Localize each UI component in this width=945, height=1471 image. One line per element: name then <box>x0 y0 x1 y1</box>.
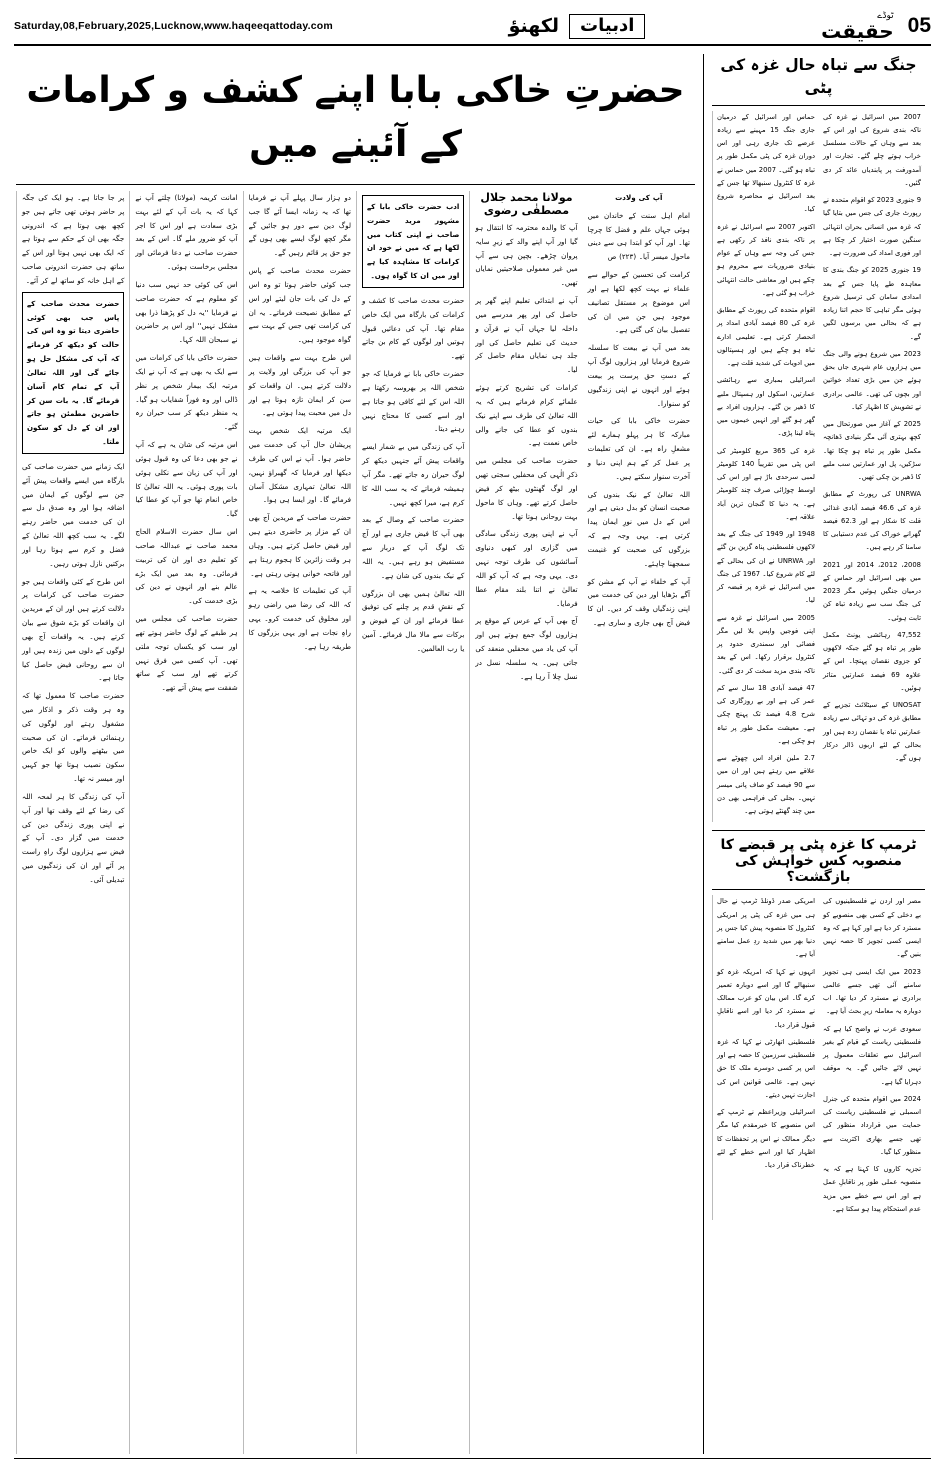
paragraph: آپ نے ابتدائی تعلیم اپنے گھر پر حاصل کی اور پھر مدرسے میں داخلہ لیا جہاں آپ نے قرآن و حدیث کی تعلیم حاصل کی اور جلد ہی نمایاں مقام حاصل کر لیا۔ <box>475 296 578 375</box>
paragraph: اس طرح بہت سے واقعات ہیں جو آپ کی بزرگی اور ولایت پر دلالت کرتے ہیں۔ ان واقعات کو سن کر ایمان تازہ ہوتا ہے اور دل میں محبت پیدا ہوتی ہے۔ <box>248 353 351 418</box>
paragraph: دو ہزار سال پہلے آپ نے فرمایا تھا کہ یہ زمانہ ایسا آئے گا جب لوگ دین سے دور ہو جائیں گے مگر کچھ لوگ ایسے بھی ہوں گے جو حق پر قائم رہیں گے۔ <box>248 193 351 258</box>
paragraph: 2025 کے آغاز میں صورتحال میں کچھ بہتری آئی مگر بنیادی ڈھانچہ مکمل طور پر تباہ ہو چکا تھا۔ سڑکیں، پل اور عمارتیں سب ملبے کا ڈھیر بن چکی تھیں۔ <box>823 420 921 481</box>
paragraph: اللہ تعالیٰ ہمیں بھی ان بزرگوں کے نقشِ قدم پر چلنے کی توفیق عطا فرمائے اور ان کے فیوض و برکات سے مالا مال فرمائے۔ آمین یا رب العالمین۔ <box>361 588 465 653</box>
rail-column <box>712 895 819 1220</box>
brand-title: حقیقت <box>821 18 894 43</box>
paragraph: اس سال حضرت الاسلام الحاج محمد صاحب نے عبداللہ صاحب کو تعلیم دی اور ان کی تربیت فرمائی۔ وہ بعد میں ایک بڑے عالم بنے اور انہوں نے دین کی بڑی خدمت کی۔ <box>135 527 238 606</box>
paragraph: حضرت محدث صاحب کا کشف و کرامات کی بارگاہ میں ایک خاص مقام تھا۔ آپ کی دعائیں قبول ہوتیں اور لوگوں کے کام بن جاتے تھے۔ <box>361 295 465 361</box>
footer-rule <box>14 1458 931 1459</box>
article-column <box>16 191 129 1454</box>
article-column <box>583 191 695 1454</box>
article-headline: حضرتِ خاکی بابا اپنے کشف و کرامات کے آئینے میں <box>16 54 695 185</box>
paragraph: 2023 میں شروع ہونے والی جنگ میں ہزاروں عام شہری جاں بحق ہوئے جن میں بڑی تعداد خواتین اور بچوں کی تھی۔ عالمی برادری نے تشویش کا اظہار کیا۔ <box>823 349 921 411</box>
paragraph: امریکی صدر ڈونلڈ ٹرمپ نے حال ہی میں غزہ کی پٹی پر امریکی کنٹرول کا منصوبہ پیش کیا جس پر دنیا بھر میں شدید ردِ عمل سامنے آیا ہے۔ <box>717 897 815 959</box>
section-name: ادبیات <box>569 14 645 39</box>
paragraph: بعد میں آپ نے بیعت کا سلسلہ شروع فرمایا اور ہزاروں لوگ آپ کے دستِ حق پرست پر بیعت ہوئے اور انہوں نے اپنی زندگیوں کو سنوارا۔ <box>587 343 690 408</box>
paragraph: اکتوبر 2007 سے اسرائیل نے غزہ پر ناکہ بندی نافذ کر رکھی ہے جس کی وجہ سے وہاں کے عوام بنیادی ضروریات سے محروم ہو چکے ہیں اور معاشی حالت انتہائی خراب ہو گئی ہے۔ <box>717 222 815 297</box>
paragraph: امام اہل سنت کے خاندان میں ہوئی جہاں علم و فضل کا چرچا تھا۔ اور آپ کو ابتدا ہی سے دینی ماحول میسر آیا۔ (۲۲۳) ص <box>587 210 690 262</box>
paragraph: آپ کا والدہ محترمہ کا انتقال ہو گیا اور آپ اپنے والد کے زیرِ سایہ پروان چڑھے۔ بچپن ہی سے آپ میں غیر معمولی صلاحیتیں نمایاں تھیں۔ <box>475 223 578 288</box>
paragraph-boxed: حضرت محدث صاحب کے پاس جب بھی کوئی حاضری دیتا تو وہ اس کی حالت کو دیکھ کر فرماتے کہ آپ کی مشکل حل ہو جائے گی اور اللہ تعالیٰ آپ کے تمام کام آسان فرمائے گا۔ یہ بات سن کر حاضرین مطمئن ہو جاتے اور ان کے دل کو سکون ملتا۔ <box>22 292 124 454</box>
masthead-right <box>821 12 931 41</box>
paragraph: حضرت صاحب کے مریدین آج بھی ان کے مزار پر حاضری دیتے ہیں اور فیض حاصل کرتے ہیں۔ وہاں ہر وقت زائرین کا ہجوم رہتا ہے اور فاتحہ خوانی ہوتی رہتی ہے۔ <box>248 513 351 578</box>
paragraph: سعودی عرب نے واضح کیا ہے کہ فلسطینی ریاست کے قیام کے بغیر اسرائیل سے تعلقات معمول پر نہیں لائے جائیں گے۔ یہ موقف دہرایا گیا ہے۔ <box>823 1024 921 1086</box>
paragraph: اقوام متحدہ کی رپورٹ کے مطابق غزہ کی 80 فیصد آبادی امداد پر انحصار کرتی ہے۔ تعلیمی ادارے تباہ ہو چکے ہیں اور ہسپتالوں میں ادویات کی شدید قلت ہے۔ <box>717 306 815 367</box>
paragraph: ایک مرتبہ ایک شخص بہت پریشان حال آپ کی خدمت میں حاضر ہوا۔ آپ نے اس کی طرف دیکھا اور فرمایا کہ گھبراؤ نہیں، اللہ تعالیٰ تمہاری مشکل آسان فرمائے گا۔ اور ایسا ہی ہوا۔ <box>248 426 351 505</box>
rail-column <box>819 895 925 1220</box>
brand-subtitle: ٹوڈے <box>877 10 894 21</box>
paragraph: پر جا جاتا ہے۔ ہو ایک کی جگہ پر حاضر ہوتی تھی جاتے ہیں جو کچھ بھی ہوتا ہے کہ اندرونی جگہ بھی ان کے حکم سے ہوتا ہے کہ ایک بھی نہیں ہوتا اور اس کے ساتھ ہی حضرت اندرونی صاحب کے اہل خانہ کو ساتھ لے کر آئے۔ <box>22 193 125 285</box>
rail-story1-columns <box>712 111 925 823</box>
paragraph: آپ کی تعلیمات کا خلاصہ یہ ہے کہ اللہ کی رضا میں راضی رہو اور مخلوق کی خدمت کرو۔ یہی راہِ نجات ہے اور یہی بزرگوں کا طریقہ رہا ہے۔ <box>248 586 351 651</box>
paragraph: 2.7 ملین افراد اس چھوٹے سے علاقے میں رہتے ہیں اور ان میں سے 90 فیصد کو صاف پانی میسر نہیں۔ بجلی کی فراہمی بھی دن میں چند گھنٹے ہوتی ہے۔ <box>717 754 815 815</box>
paragraph: غزہ کی 365 مربع کلومیٹر کی اس پٹی میں تقریباً 140 کلومیٹر لمبی سرحدی باڑ ہے اور اس کی اوسط چوڑائی صرف چند کلومیٹر ہے۔ یہ دنیا کا گنجان ترین آباد علاقہ ہے۔ <box>717 446 815 521</box>
paragraph: حضرت صاحب کی مجلس میں ذکرِ الٰہی کی محفلیں سجتی تھیں اور لوگ گھنٹوں بیٹھ کر فیض حاصل کرتے تھے۔ وہاں کا ماحول بہت روحانی ہوتا تھا۔ <box>475 456 578 521</box>
paragraph: آپ کی زندگی میں بے شمار ایسے واقعات پیش آئے جنہیں دیکھ کر لوگ حیران رہ جاتے تھے۔ مگر آپ ہمیشہ فرماتے کہ یہ سب اللہ کا کرم ہے، میرا کچھ نہیں۔ <box>361 442 465 507</box>
paragraph: حضرت خاکی بابا کی کرامات میں سے ایک یہ بھی ہے کہ آپ نے ایک مرتبہ ایک بیمار شخص پر نظر ڈالی اور وہ فوراً شفایاب ہو گیا۔ یہ منظر دیکھ کر سب حیران رہ گئے۔ <box>135 353 238 432</box>
paragraph: حماس اور اسرائیل کے درمیان جاری جنگ 15 مہینے سے زیادہ عرصے تک جاری رہی اور اس دوران غزہ کی پٹی مکمل طور پر تباہ ہو گئی۔ 2007 میں حماس نے غزہ کا کنٹرول سنبھالا تھا جس کے بعد اسرائیل نے محاصرہ شروع کیا۔ <box>717 112 815 214</box>
page-number: 05 <box>907 14 931 37</box>
paragraph: 1948 اور 1949 کی جنگ کے بعد لاکھوں فلسطینی پناہ گزین بن گئے اور UNRWA نے ان کی بحالی کے لئے کام شروع کیا۔ 1967 کی جنگ میں اسرائیل نے غزہ پر قبضہ کر لیا۔ <box>717 530 815 605</box>
paragraph: مصر اور اردن نے فلسطینیوں کی بے دخلی کے کسی بھی منصوبے کو مسترد کر دیا ہے اور کہا ہے کہ وہ ایسی کسی تجویز کا حصہ نہیں بنیں گے۔ <box>823 897 921 959</box>
paragraph: اسرائیلی وزیراعظم نے ٹرمپ کے اس منصوبے کا خیرمقدم کیا مگر دیگر ممالک نے اس پر تحفظات کا اظہار کیا اور اسے خطے کے لئے خطرناک قرار دیا۔ <box>717 1108 815 1169</box>
paragraph: 2023 میں ایک ایسی ہی تجویز سامنے آئی تھی جسے عالمی برادری نے مسترد کر دیا تھا۔ اب دوبارہ یہ معاملہ زیرِ بحث آیا ہے۔ <box>823 967 921 1016</box>
paragraph: اللہ تعالیٰ کے نیک بندوں کی صحبت انسان کو بدل دیتی ہے اور اس کے دل میں نورِ ایمان پیدا کرتی ہے۔ یہی وجہ ہے کہ بزرگوں کی صحبت کو غنیمت سمجھنا چاہئے۔ <box>587 489 690 568</box>
right-rail <box>703 54 931 1454</box>
paragraph: اسرائیلی بمباری سے رہائشی عمارتیں، اسکول اور ہسپتال ملبے کا ڈھیر بن گئے۔ ہزاروں افراد بے گھر ہو گئے اور انہیں خیموں میں پناہ لینا پڑی۔ <box>717 376 815 438</box>
paragraph: اس طرح کے کئی واقعات ہیں جو حضرت صاحب کی کرامات پر دلالت کرتے ہیں اور ان کے مریدین ان واقعات کو بڑے شوق سے بیان کرتے ہیں۔ یہ واقعات آج بھی لوگوں کے دلوں میں زندہ ہیں اور ان سے روحانی فیض حاصل کیا جاتا ہے۔ <box>22 576 125 683</box>
article-byline: مولانا محمد جلال مصطفٰی رضوی <box>480 191 573 217</box>
paragraph: انہوں نے کہا کہ امریکہ غزہ کو سنبھالے گا اور اسے دوبارہ تعمیر کرے گا۔ اس بیان کو عرب ممالک نے مسترد کر دیا اور اسے ناقابلِ قبول قرار دیا۔ <box>717 967 815 1029</box>
paragraph: 2008، 2012، 2014 اور 2021 میں بھی اسرائیل اور حماس کے درمیان جنگیں ہوئیں مگر 2023 کی جنگ سب سے زیادہ تباہ کن ثابت ہوئی۔ <box>823 560 921 622</box>
paragraph-boxed: ادب حضرت خاکی بابا کے مشہور مرید حضرت صاحب نے اپنی کتاب میں لکھا ہے کہ میں نے خود ان کرامات کا مشاہدہ کیا ہے اور میں ان کا گواہ ہوں۔ <box>362 195 464 288</box>
rail-story2-columns <box>712 895 925 1220</box>
paragraph: آپ کے خلفاء نے آپ کے مشن کو آگے بڑھایا اور دین کی خدمت میں اپنی زندگیاں وقف کر دیں۔ ان کا فیض آج بھی جاری و ساری ہے۔ <box>587 576 690 628</box>
paragraph: کرامت کی تحسین کے حوالے سے علماء نے بہت کچھ لکھا ہے اور اس موضوع پر مستقل تصانیف موجود ہیں جن میں ان کی تفصیل بیان کی گئی ہے۔ <box>587 270 690 335</box>
paragraph: آج بھی آپ کے عرس کے موقع پر ہزاروں لوگ جمع ہوتے ہیں اور آپ کی یاد میں محفلیں منعقد کی جاتی ہیں۔ یہ سلسلہ نسل در نسل چلا آ رہا ہے۔ <box>475 616 578 681</box>
masthead <box>14 12 931 46</box>
date-line: Saturday,08,February,2025,Lucknow,www.haqeeqattoday.com <box>14 20 333 32</box>
article-column <box>129 191 242 1454</box>
article-column <box>469 191 582 1454</box>
paragraph: کرامات کی تشریح کرتے ہوئے علمائے کرام فرماتے ہیں کہ یہ اللہ تعالیٰ کی طرف سے اپنے نیک بندوں کو عطا کی جانے والی خاص نعمت ہے۔ <box>475 383 578 448</box>
paragraph: آپ کی ولادت <box>615 193 663 202</box>
paragraph: حضرت صاحب کے وصال کے بعد بھی آپ کا فیض جاری ہے اور آج تک لوگ آپ کے دربار سے مستفیض ہو رہے ہیں۔ یہ اللہ کے نیک بندوں کی شان ہے۔ <box>361 515 465 580</box>
paragraph: 47,552 رہائشی یونٹ مکمل طور پر تباہ ہو گئے جبکہ لاکھوں کو جزوی نقصان پہنچا۔ اس کے علاوہ 69 فیصد عمارتیں متاثر ہوئیں۔ <box>823 630 921 692</box>
paragraph: 9 جنوری 2023 کو اقوام متحدہ نے رپورٹ جاری کی جس میں بتایا گیا کہ غزہ میں انسانی بحران انتہائی سنگین صورت اختیار کر چکا ہے اور فوری امداد کی ضرورت ہے۔ <box>823 196 922 257</box>
paragraph: 2024 میں اقوام متحدہ کی جنرل اسمبلی نے فلسطینی ریاست کی حمایت میں قرارداد منظور کی تھی جسے بھاری اکثریت سے منظور کیا گیا۔ <box>823 1094 921 1156</box>
rail-column <box>712 111 819 823</box>
main-article <box>14 54 703 1454</box>
paragraph: ایک زمانے میں حضرت صاحب کی بارگاہ میں ایسے واقعات پیش آئے جن سے لوگوں کے ایمان میں اضافہ ہوا اور وہ صدق دل سے ان کی خدمت میں حاضر رہنے لگے۔ یہ سب کچھ اللہ تعالیٰ کے فضل و کرم سے ہوتا رہا اور برکتیں نازل ہوتی رہیں۔ <box>22 461 125 568</box>
paragraph: 2007 میں اسرائیل نے غزہ کی ناکہ بندی شروع کی اور اس کے بعد سے وہاں کے حالات مسلسل خراب ہوتے چلے گئے۔ تجارت اور آمدورفت پر پابندیاں عائد کر دی گئیں۔ <box>823 112 921 187</box>
masthead-center <box>509 14 646 39</box>
page-body <box>14 54 931 1454</box>
paragraph: اس مرتبہ کی شان یہ ہے کہ آپ نے جو بھی دعا کی وہ قبول ہوئی اور آپ کی زبان سے نکلی ہوئی بات پوری ہوئی۔ یہ اللہ تعالیٰ کا خاص انعام تھا جو آپ کو عطا کیا گیا۔ <box>135 440 238 519</box>
paragraph: آپ کی زندگی کا ہر لمحہ اللہ کی رضا کے لئے وقف تھا اور آپ نے اپنی پوری زندگی دین کی خدمت میں گزار دی۔ آپ کے فیض سے ہزاروں لوگ راہِ راست پر آئے اور ان کی زندگیوں میں تبدیلی آئی۔ <box>22 791 125 884</box>
paragraph: حضرت خاکی بابا کی حیات مبارکہ کا ہر پہلو ہمارے لئے مشعلِ راہ ہے۔ ان کی تعلیمات پر عمل کر کے ہم اپنی دنیا و آخرت سنوار سکتے ہیں۔ <box>587 416 690 481</box>
paragraph: 47 فیصد آبادی 18 سال سے کم عمر کی ہے اور بے روزگاری کی شرح 4.8 فیصد تک پہنچ چکی ہے۔ معیشت مکمل طور پر تباہ ہو چکی ہے۔ <box>717 683 816 745</box>
city-name: لکھنؤ <box>508 15 560 37</box>
article-column <box>356 191 469 1454</box>
paragraph: آپ نے اپنی پوری زندگی سادگی میں گزاری اور کبھی دنیاوی آسائشوں کی طرف توجہ نہیں دی۔ یہی وجہ ہے کہ آپ کو اللہ تعالیٰ نے اتنا بلند مقام عطا فرمایا۔ <box>475 529 578 608</box>
paragraph: UNRWA کی رپورٹ کے مطابق غزہ کی 46.6 فیصد آبادی غذائی قلت کا شکار ہے اور 62.3 فیصد گھرانے خوراک کی عدم دستیابی کا سامنا کر رہے ہیں۔ <box>823 490 921 552</box>
paragraph: حضرت محدث صاحب کے پاس جب کوئی حاضر ہوتا تو وہ اس کے دل کی بات جان لیتے اور اس کے مطابق نصیحت فرماتے۔ یہ ان کی کرامت تھی جس کے بہت سے گواہ موجود ہیں۔ <box>248 266 351 345</box>
paragraph: امانت کریمہ (مولانا) چلتے آپ نے کہا کہ یہ بات آپ کے لئے بہت بڑی سعادت ہے اور اس کا اجر آپ کو ضرور ملے گا۔ اس کے بعد حضرت صاحب نے دعا فرمائی اور مجلس برخاست ہوئی۔ <box>135 193 238 272</box>
paragraph: تجزیہ کاروں کا کہنا ہے کہ یہ منصوبہ عملی طور پر ناقابلِ عمل ہے اور اس سے خطے میں مزید عدم استحکام پیدا ہو سکتا ہے۔ <box>823 1165 921 1213</box>
paragraph: 2005 میں اسرائیل نے غزہ سے اپنی فوجیں واپس بلا لیں مگر فضائی اور سمندری حدود پر کنٹرول برقرار رکھا۔ اس کے بعد ناکہ بندی مزید سخت کر دی گئی۔ <box>717 613 815 675</box>
paragraph: UNOSAT کے سیٹلائٹ تجزیے کے مطابق غزہ کی دو تہائی سے زیادہ عمارتیں تباہ یا نقصان زدہ ہیں اور بحالی کے لئے اربوں ڈالر درکار ہوں گے۔ <box>823 701 921 762</box>
paragraph: حضرت صاحب کی مجلس میں ہر طبقے کے لوگ حاضر ہوتے تھے اور سب کو یکساں توجہ ملتی تھی۔ آپ کسی میں فرق نہیں کرتے تھے اور سب کے ساتھ شفقت سے پیش آتے تھے۔ <box>135 614 238 693</box>
divider <box>712 830 925 831</box>
paragraph: فلسطینی اتھارٹی نے کہا کہ غزہ فلسطینی سرزمین کا حصہ ہے اور اس پر کسی دوسرے ملک کا حق نہیں ہے۔ عالمی قوانین اس کی اجازت نہیں دیتے۔ <box>717 1037 815 1099</box>
rail-story1-title: جنگ سے تباہ حال غزہ کی پٹی <box>712 54 925 106</box>
article-columns <box>16 191 695 1454</box>
article-column <box>243 191 356 1454</box>
paragraph: حضرت صاحب کا معمول تھا کہ وہ ہر وقت ذکر و اذکار میں مشغول رہتے اور لوگوں کی رہنمائی فرماتے۔ ان کی صحبت میں بیٹھنے والوں کو ایک خاص سکون نصیب ہوتا تھا جو کہیں اور میسر نہ تھا۔ <box>22 691 125 784</box>
paragraph: حضرت خاکی بابا نے فرمایا کہ جو شخص اللہ پر بھروسہ رکھتا ہے اللہ اس کے لئے کافی ہو جاتا ہے اور اسے کسی کا محتاج نہیں رہنے دیتا۔ <box>361 369 465 434</box>
rail-column <box>819 111 925 823</box>
paragraph: اس کی کوئی حد نہیں سب دنیا کو معلوم ہے کہ حضرت صاحب نے فرمایا ''یہ دل کو پڑھنا ذرا بھی مشکل نہیں'' اور اس پر حاضرین نے سبحان اللہ کہا۔ <box>135 279 238 345</box>
paragraph: 19 جنوری 2025 کو جنگ بندی کا معاہدہ طے پایا جس کے بعد امدادی سامان کی ترسیل شروع ہوئی مگر تباہی کا حجم اتنا زیادہ ہے کہ بحالی میں برسوں لگیں گے۔ <box>823 266 921 341</box>
rail-story2-title: ٹرمپ کا غزہ پٹی پر قبضے کا منصوبہ کس خواہش کی بازگشت؟ <box>712 837 925 890</box>
